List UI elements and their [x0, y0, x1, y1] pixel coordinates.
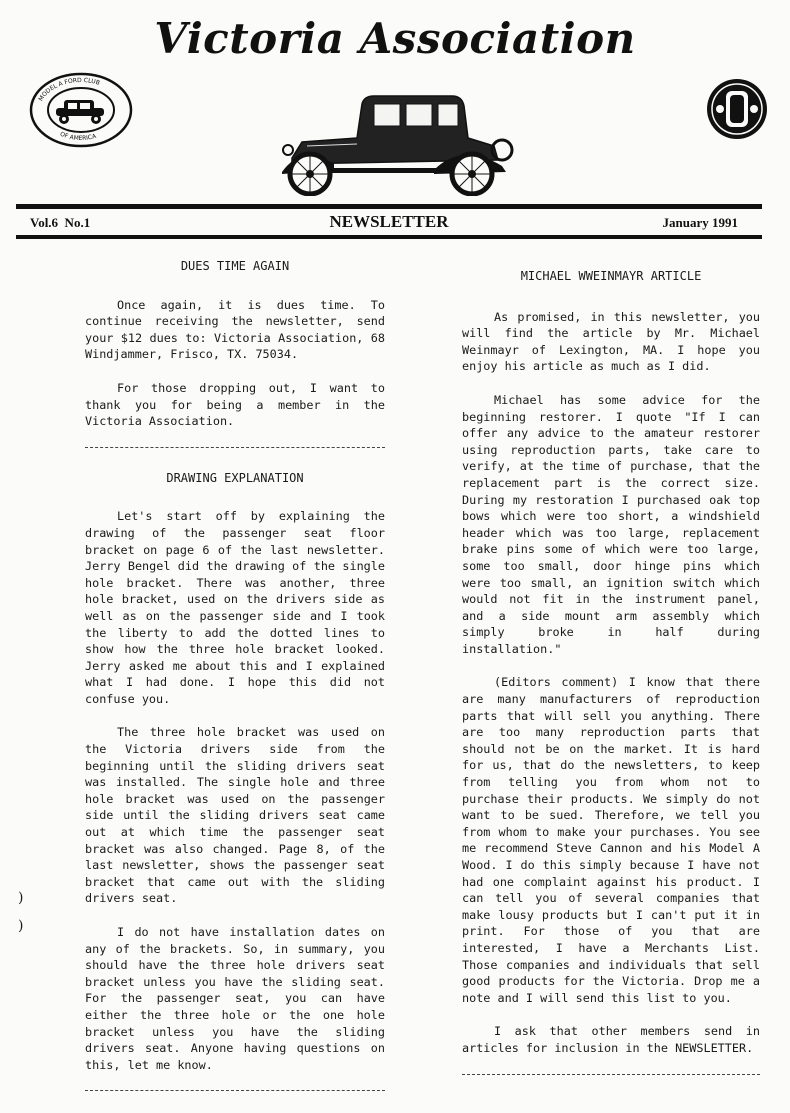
drawing-heading: DRAWING EXPLANATION: [166, 470, 304, 485]
newsletter-bar: [16, 212, 762, 234]
masthead-title: Victoria Association: [154, 14, 636, 63]
issue-date: January 1991: [662, 215, 738, 230]
article-paragraph: As promised, in this newsletter, you will find the article by Mr. Michael Weinmayr of Lexington, MA. I hope you enjoy his article as much as I did.: [462, 309, 760, 374]
section-divider: [85, 1090, 385, 1091]
margin-mark: ): [18, 918, 24, 934]
dues-paragraph: Once again, it is dues time. To continue receiving the newsletter, send your $12 dues to: Victoria Association, 68 Windjammer, Frisco, TX. 75034.: [85, 297, 385, 362]
model-a-club-badge-icon: [26, 70, 136, 150]
victoria-car-icon: [262, 86, 522, 196]
drawing-paragraph: The three hole bracket was used on the Victoria drivers side from the beginning until the sliding drivers seat was installed. The single hole and three hole bracket was used on the passenger side until the sliding drivers seat came out at which time the passenger seat bracket was also changed. Page 8, of the last newsletter, shows the passenger seat bracket that came out with the sliding drivers seat.: [85, 725, 385, 906]
article-heading: MICHAEL WWEINMAYR ARTICLE: [520, 269, 702, 283]
section-divider: [462, 1074, 760, 1075]
article-paragraph: (Editors comment) I know that there are many manufacturers of reproduction parts that will sell you anything. There are too many reproduction parts that should not be on the market. It is hard for us, that do the newsletters, to keep from telling you from whom not to purchase their products. We simply do not want to be sued. Therefore, we tell you from whom to make your purchases. You see me recommend Steve Cannon and his Model A Wood. I do this simply because I have not had one complaint against his product. I can tell you of several companies that make lousy products but I can't put it in print. For those of you that are interested, I have a Merchants List. Those companies and individuals that sell good products for the Victoria. Drop me a note and I will send this list to you.: [462, 675, 760, 1005]
header-rule-bottom: [16, 235, 762, 239]
dues-paragraph: For those dropping out, I want to thank you for being a member in the Victoria Association.: [85, 380, 385, 429]
margin-mark: ): [18, 890, 24, 906]
right-column: [462, 268, 760, 1097]
left-column: [85, 258, 385, 1113]
drawing-paragraph: I do not have installation dates on any of the brackets. So, in summary, you should have the three hole drivers seat bracket unless you have the sliding seat. For the passenger seat, you can have either the three hole or the one hole bracket unless you have the sliding drivers seat. Anyone having questions on this, let me know.: [85, 925, 385, 1072]
article-paragraph: I ask that other members send in articles for inclusion in the NEWSLETTER.: [462, 1024, 760, 1055]
svg-text:OF AMERICA: OF AMERICA: [58, 130, 97, 143]
header-rule-top: [16, 204, 762, 209]
newsletter-title: NEWSLETTER: [329, 212, 449, 231]
drawing-paragraph: Let's start off by explaining the drawing of the passenger seat floor bracket on page 6 of the last newsletter. Jerry Bengel did the drawing of the single hole bracket. There was another, three hole bracket, used on the drivers side as well as on the passenger side and I took the liberty to add the dotted lines to show how the three hole bracket looked. Jerry asked me about this and I explained what I had done. I hope this did not confuse you.: [85, 509, 385, 706]
dues-heading: DUES TIME AGAIN: [180, 259, 290, 273]
svg-text:MODEL A FORD CLUB: MODEL A FORD CLUB: [37, 76, 101, 103]
volume-number: Vol.6 No.1: [30, 215, 91, 230]
section-divider: [85, 447, 385, 448]
article-paragraph: Michael has some advice for the beginning restorer. I quote "If I can offer any advice to the amateur restorer using reproduction parts, take care to verify, at the time of purchase, that the replacement part is the correct size. During my restoration I purchased oak top bows which were too short, a windshield header which was too large, replacement brake pins some of which were too large, some too small, door hinge pins which were too small, an ignition switch which would not fit in the instrument panel, and a side mount arm assembly which simply broke in half during installation.": [462, 392, 760, 656]
ford-emblem-icon: [706, 78, 768, 140]
